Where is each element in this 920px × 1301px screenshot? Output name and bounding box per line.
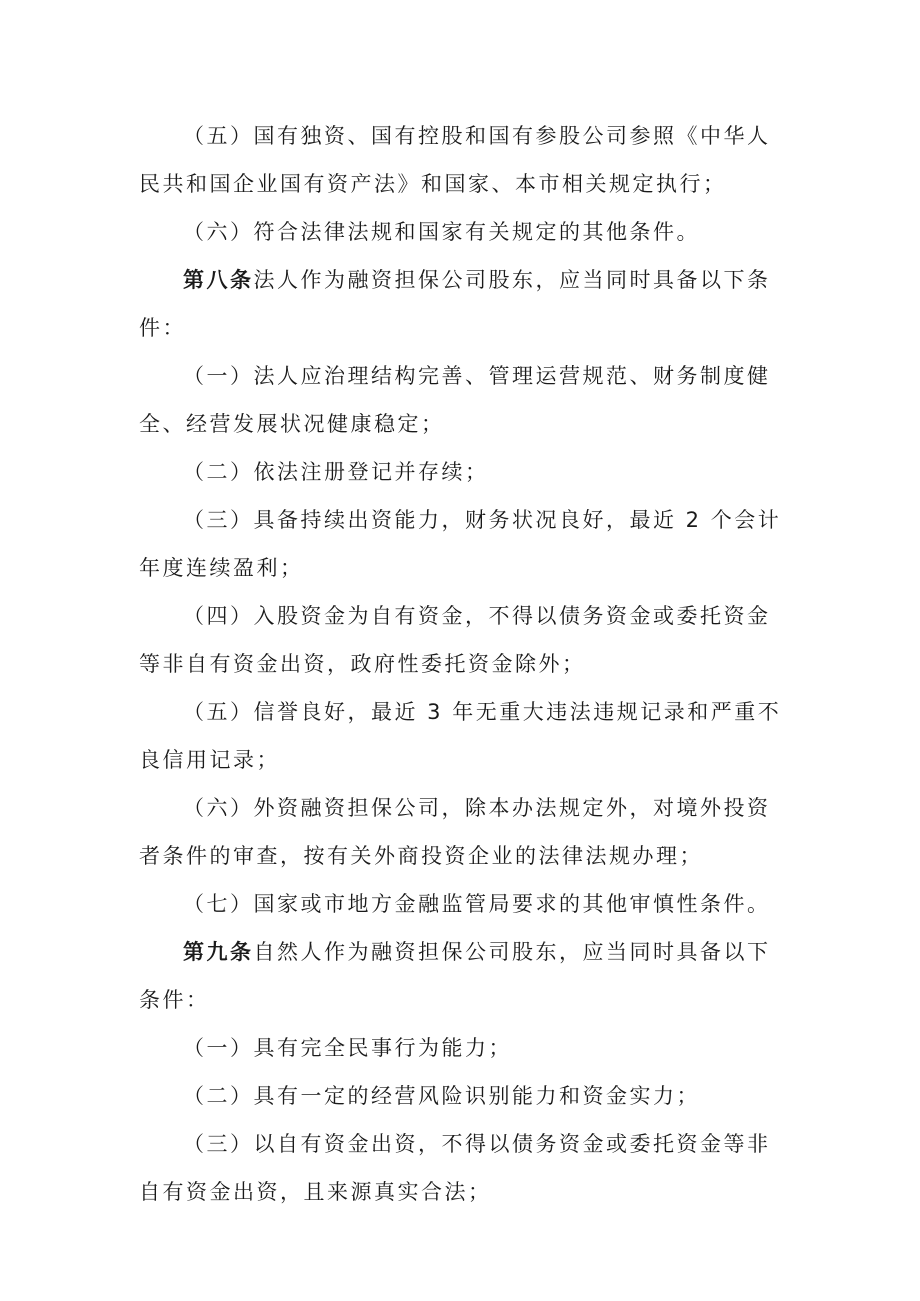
paragraph-text: （四）入股资金为自有资金，不得以债务资金或委托资金等非自有资金出资，政府性委托资金除外； [139,604,771,676]
article-8-item-4 [139,592,784,688]
paragraph-text: （三）以自有资金出资，不得以债务资金或委托资金等非自有资金出资，且来源真实合法； [139,1132,771,1204]
article-9-item-2 [139,1072,784,1120]
paragraph-text: 自然人作为融资担保公司股东，应当同时具备以下条件： [139,940,771,1012]
article-8-label: 第八条 [183,268,254,292]
paragraph-text: （五）信誉良好，最近 3 年无重大违法违规记录和严重不良信用记录； [139,700,782,772]
article-9-item-1 [139,1024,784,1072]
article-9-label: 第九条 [183,940,254,964]
article-9-item-3 [139,1120,784,1216]
article-8-item-1 [139,352,784,448]
paragraph-text: （一）法人应治理结构完善、管理运营规范、财务制度健全、经营发展状况健康稳定； [139,364,771,436]
paragraph-text: （六）符合法律法规和国家有关规定的其他条件。 [183,220,700,244]
article-8-item-2 [139,448,784,496]
article-8-item-6 [139,784,784,880]
paragraph-text: （二）依法注册登记并存续； [183,460,489,484]
document-body [139,112,784,1216]
paragraph-text: （二）具有一定的经营风险识别能力和资金实力； [183,1084,700,1108]
article-8-item-7 [139,880,784,928]
paragraph-text: 法人作为融资担保公司股东，应当同时具备以下条件： [139,268,771,340]
paragraph-item-5-state-owned [139,112,784,208]
paragraph-text: （一）具有完全民事行为能力； [183,1036,512,1060]
article-8-item-3 [139,496,784,592]
paragraph-text: （六）外资融资担保公司，除本办法规定外，对境外投资者条件的审查，按有关外商投资企业的法律法规办理； [139,796,771,868]
article-8-item-5 [139,688,784,784]
paragraph-text: （三）具备持续出资能力，财务状况良好，最近 2 个会计年度连续盈利； [139,508,782,580]
paragraph-text: （七）国家或市地方金融监管局要求的其他审慎性条件。 [183,892,771,916]
article-9-paragraph [139,928,784,1024]
paragraph-text: （五）国有独资、国有控股和国有参股公司参照《中华人民共和国企业国有资产法》和国家、本市相关规定执行； [139,124,771,196]
paragraph-item-6-other-conditions [139,208,784,256]
article-8-paragraph [139,256,784,352]
